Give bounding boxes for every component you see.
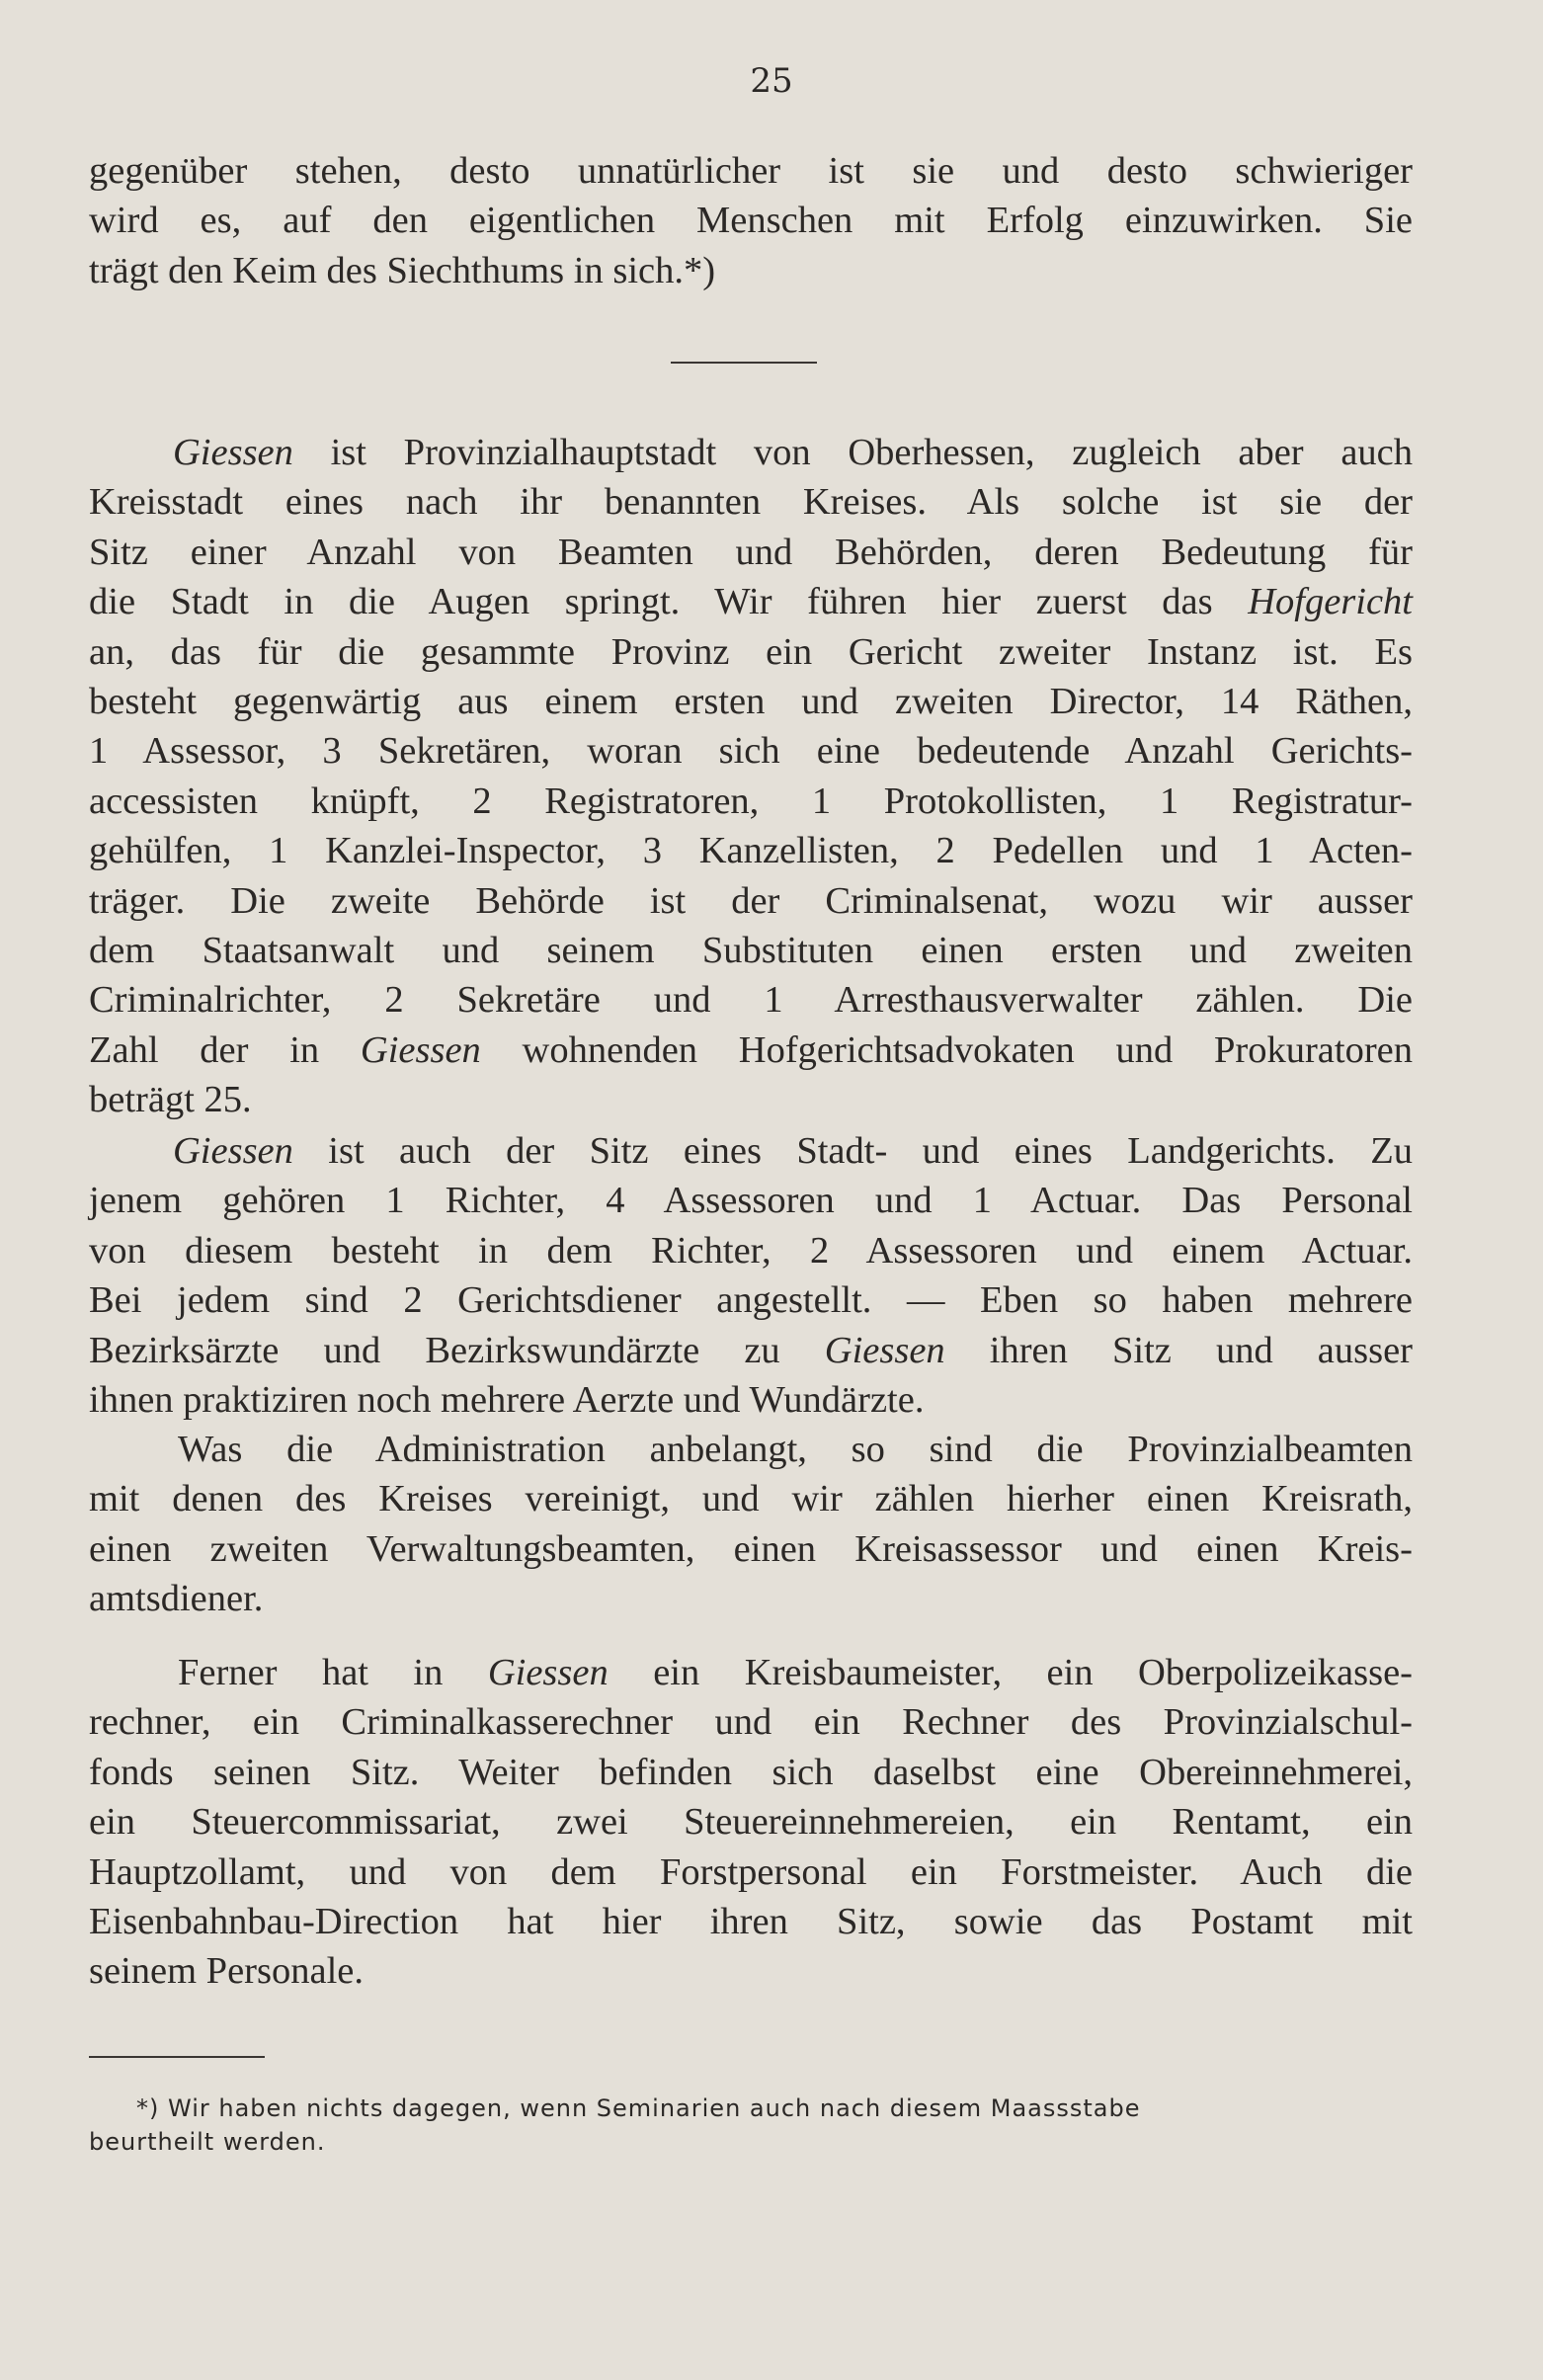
text-line: Eisenbahnbau-Direction hat hier ihren Sitz, sowie das Postamt mit (89, 1900, 1413, 1942)
text-line: rechner, ein Criminalkasserechner und ein Rechner des Provinzialschul- (89, 1701, 1413, 1744)
text-line: die Stadt in die Augen springt. Wir führen hier zuerst das Hofgericht (89, 581, 1413, 623)
text-line: fonds seinen Sitz. Weiter befinden sich daselbst eine Obereinnehmerei, (89, 1751, 1413, 1793)
paragraph-administration (89, 1425, 1413, 1624)
paragraph-hofgericht (89, 428, 1413, 1124)
footnote-line: beurtheilt werden. (89, 2128, 326, 2156)
text-line: mit denen des Kreises vereinigt, und wir zählen hierher einen Kreisrath, (89, 1478, 1413, 1520)
text-line: von diesem besteht in dem Richter, 2 Assessoren und einem Actuar. (89, 1229, 1413, 1272)
text-line: Kreisstadt eines nach ihr benannten Kreises. Als solche ist sie der (89, 481, 1413, 524)
place-name: Giessen (487, 1652, 609, 1693)
text-line: Sitz einer Anzahl von Beamten und Behörden, deren Bedeutung für (89, 531, 1413, 573)
text-line: Bei jedem sind 2 Gerichtsdiener angestellt. — Eben so haben mehrere (89, 1279, 1413, 1322)
place-name: Giessen (824, 1329, 945, 1371)
place-name: Giessen (360, 1028, 481, 1071)
emphasis-term: Hofgericht (1248, 581, 1413, 623)
text-line: gegenüber stehen, desto unnatürlicher ist sie und desto schwieriger (89, 150, 1413, 192)
section-divider (671, 362, 817, 364)
text-line: Bezirksärzte und Bezirkswundärzte zu Giessen ihren Sitz und ausser (89, 1329, 1413, 1371)
footnote-line: *) Wir haben nichts dagegen, wenn Seminarien auch nach diesem Maassstabe (136, 2094, 1141, 2122)
text-line: ihnen praktiziren noch mehrere Aerzte und Wundärzte. (89, 1378, 925, 1421)
text-line: accessisten knüpft, 2 Registratoren, 1 Protokollisten, 1 Registratur- (89, 780, 1413, 822)
place-name: Giessen (173, 1130, 293, 1172)
text-line: gehülfen, 1 Kanzlei-Inspector, 3 Kanzellisten, 2 Pedellen und 1 Acten- (89, 830, 1413, 872)
text-line: dem Staatsanwalt und seinem Substituten einen ersten und zweiten (89, 929, 1413, 971)
text-line: träger. Die zweite Behörde ist der Criminalsenat, wozu wir ausser (89, 879, 1413, 922)
paragraph-gerichte (89, 1126, 1413, 1425)
text-line: Giessen ist Provinzialhauptstadt von Oberhessen, zugleich aber auch (173, 432, 1413, 473)
text-line: 1 Assessor, 3 Sekretären, woran sich eine bedeutende Anzahl Gerichts- (89, 730, 1413, 773)
footnote (89, 2092, 1413, 2159)
paragraph-continuation (89, 146, 1413, 295)
text-line: ein Steuercommissariat, zwei Steuereinnehmereien, ein Rentamt, ein (89, 1801, 1413, 1844)
text-line: Hauptzollamt, und von dem Forstpersonal ein Forstmeister. Auch die (89, 1850, 1413, 1893)
text-line: Was die Administration anbelangt, so sind die Provinzialbeamten (178, 1429, 1413, 1470)
text-line: Zahl der in Giessen wohnenden Hofgerichtsadvokaten und Prokuratoren (89, 1028, 1413, 1071)
page-number: 25 (750, 61, 793, 101)
footnote-separator (89, 2056, 265, 2058)
text-line: beträgt 25. (89, 1079, 252, 1121)
text-line: an, das für die gesammte Provinz ein Gericht zweiter Instanz ist. Es (89, 630, 1413, 673)
place-name: Giessen (173, 432, 293, 473)
text-line: jenem gehören 1 Richter, 4 Assessoren und 1 Actuar. Das Personal (89, 1180, 1413, 1222)
text-line: wird es, auf den eigentlichen Menschen mit Erfolg einzuwirken. Sie (89, 200, 1413, 242)
text-line: trägt den Keim des Siechthums in sich.*) (89, 249, 716, 291)
text-line: Giessen ist auch der Sitz eines Stadt- und eines Landgerichts. Zu (173, 1130, 1413, 1172)
text-line: besteht gegenwärtig aus einem ersten und zweiten Director, 14 Räthen, (89, 680, 1413, 722)
text-line: Ferner hat in Giessen ein Kreisbaumeister, ein Oberpolizeikasse- (178, 1652, 1413, 1693)
text-line: seinem Personale. (89, 1950, 364, 1993)
paragraph-behoerden (89, 1648, 1413, 1997)
text-line: Criminalrichter, 2 Sekretäre und 1 Arresthausverwalter zählen. Die (89, 979, 1413, 1022)
text-line: einen zweiten Verwaltungsbeamten, einen Kreisassessor und einen Kreis- (89, 1527, 1413, 1570)
text-line: amtsdiener. (89, 1578, 264, 1620)
